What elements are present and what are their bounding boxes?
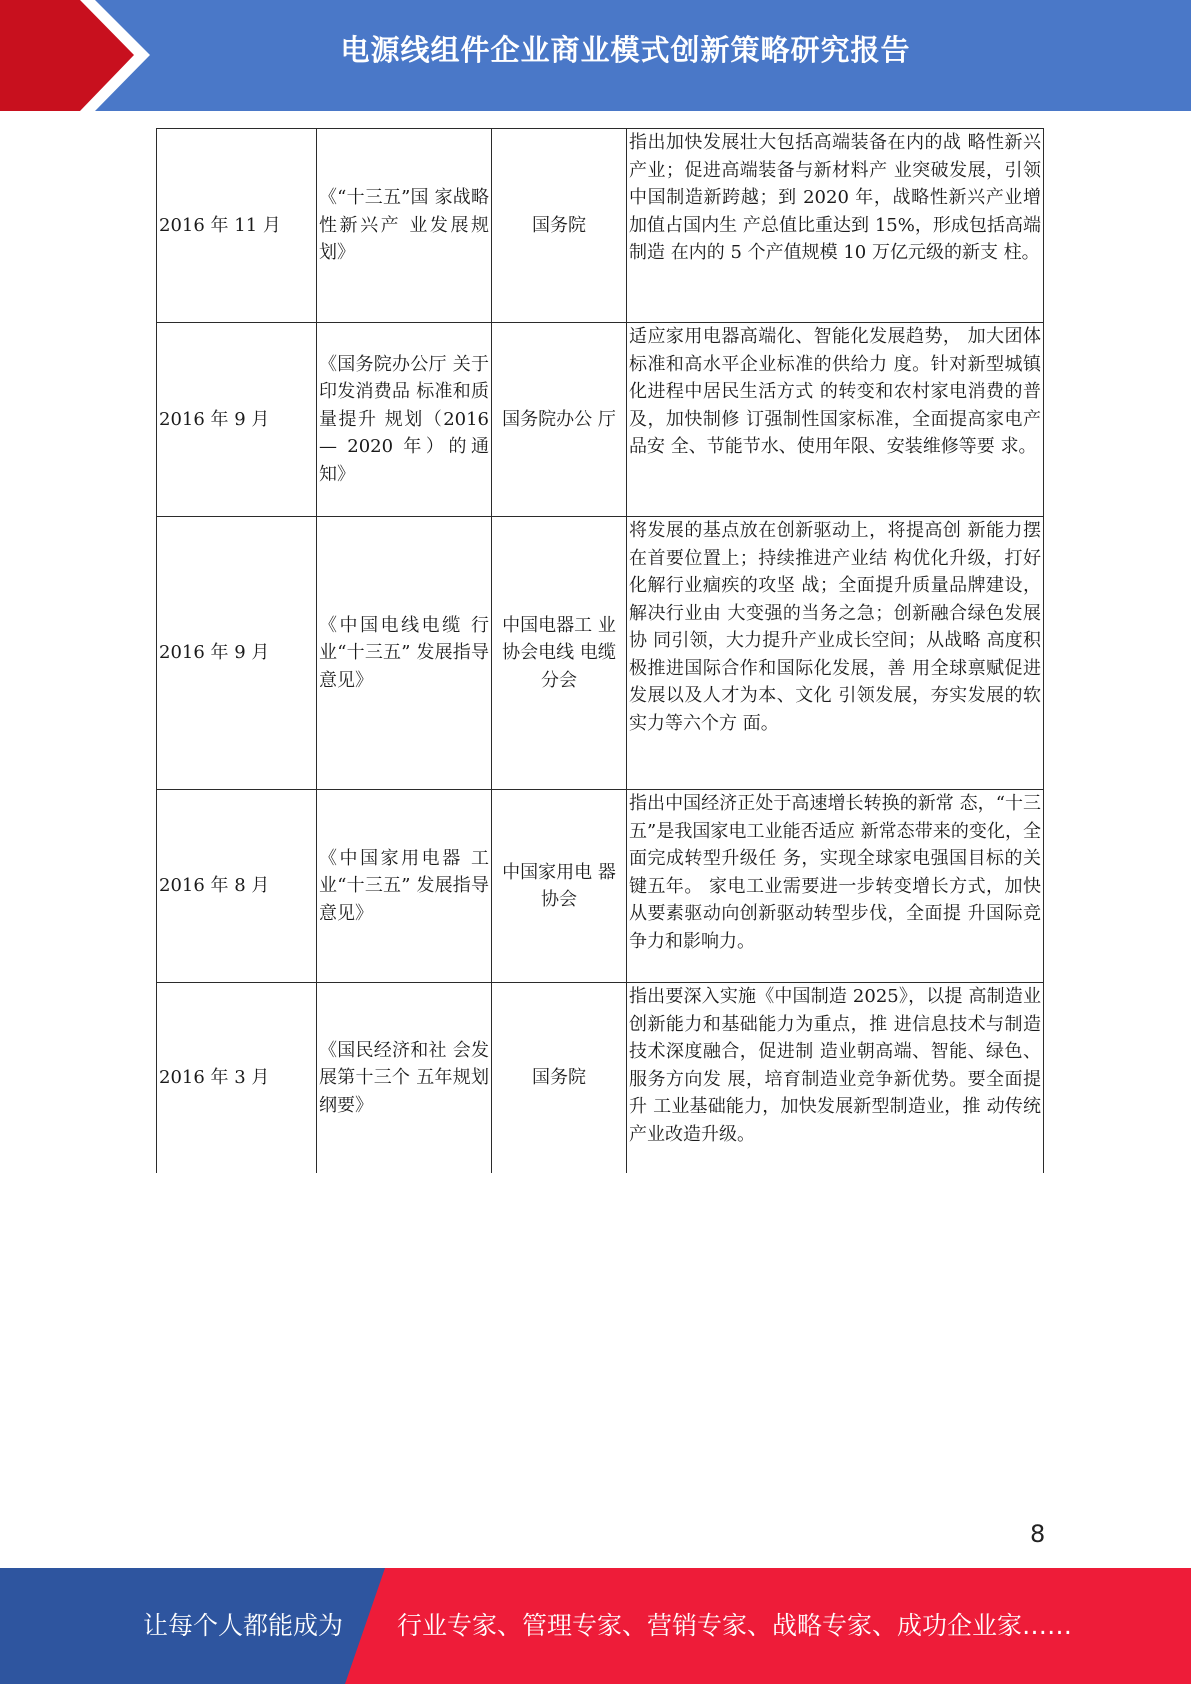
organization-cell: 国务院办公 厅 [492,323,627,517]
content-cell: 指出要深入实施《中国制造 2025》，以提 高制造业创新能力和基础能力为重点，推 进信息技术与制造技术深度融合，促进制 造业朝高端、智能、绿色、服务方向发 展，培育制造业竞争新优势。要全面提升 工业基础能力，加快发展新型制造业，推 动传统产业改造升级。 [627,983,1044,1173]
organization-cell: 中国电器工 业协会电线 电缆分会 [492,517,627,790]
date-cell: 2016 年 9 月 [157,323,317,517]
document-cell: 《中国家用电器 工业“十三五” 发展指导意见》 [317,790,492,983]
date-cell: 2016 年 8 月 [157,790,317,983]
date-cell: 2016 年 11 月 [157,129,317,323]
content-cell: 适应家用电器高端化、智能化发展趋势， 加大团体标准和高水平企业标准的供给力 度。针对新型城镇化进程中居民生活方式 的转变和农村家电消费的普及，加快制修 订强制性国家标准，全面提高家电产品安 全、节能节水、使用年限、安装维修等要 求。 [627,323,1044,517]
organization-cell: 中国家用电 器协会 [492,790,627,983]
header-band [0,0,1191,111]
table-row [157,983,1044,1173]
report-title: 电源线组件企业商业模式创新策略研究报告 [340,33,911,67]
table-row [157,323,1044,517]
footer-band [0,1568,1191,1684]
table-row [157,517,1044,790]
policy-table [156,128,1044,1173]
content-cell: 指出加快发展壮大包括高端装备在内的战 略性新兴产业；促进高端装备与新材料产 业突破发展，引领中国制造新跨越；到 2020 年，战略性新兴产业增加值占国内生 产总值比重达到 15%，形成包括高端制造 在内的 5 个产值规模 10 万亿元级的新支 柱。 [627,129,1044,323]
document-cell: 《中国电线电缆 行业“十三五” 发展指导意见》 [317,517,492,790]
footer-slogan-left: 让每个人都能成为 [143,1611,344,1640]
organization-cell: 国务院 [492,983,627,1173]
date-cell: 2016 年 3 月 [157,983,317,1173]
footer-slogan-right: 行业专家、管理专家、营销专家、战略专家、成功企业家…… [397,1611,1073,1640]
table-row [157,790,1044,983]
content-cell: 指出中国经济正处于高速增长转换的新常 态，“十三五”是我国家电工业能否适应 新常态带来的变化，全面完成转型升级任 务，实现全球家电强国目标的关键五年。 家电工业需要进一步转变增长方式，加快 从要素驱动向创新驱动转型步伐，全面提 升国际竞争力和影响力。 [627,790,1044,983]
document-cell: 《“十三五”国 家战略性新兴产 业发展规划》 [317,129,492,323]
document-cell: 《国务院办公厅 关于印发消费品 标准和质量提升 规划（2016— 2020 年）的通 知》 [317,323,492,517]
content-cell: 将发展的基点放在创新驱动上，将提高创 新能力摆在首要位置上；持续推进产业结 构优化升级，打好化解行业痼疾的攻坚 战；全面提升质量品牌建设，解决行业由 大变强的当务之急；创新融合绿色发展协 同引领，大力提升产业成长空间；从战略 高度积极推进国际合作和国际化发展，善 用全球禀赋促进发展以及人才为本、文化 引领发展，夯实发展的软实力等六个方 面。 [627,517,1044,790]
document-cell: 《国民经济和社 会发展第十三个 五年规划纲要》 [317,983,492,1173]
organization-cell: 国务院 [492,129,627,323]
page-number: 8 [1030,1520,1046,1548]
date-cell: 2016 年 9 月 [157,517,317,790]
table-row [157,129,1044,323]
